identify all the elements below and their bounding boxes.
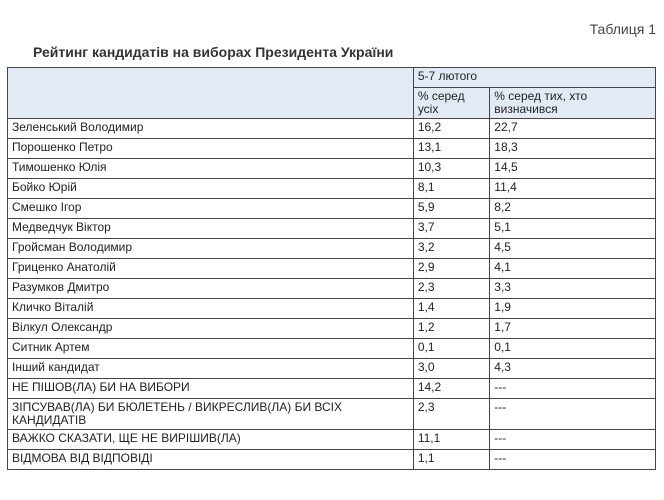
percent-all-cell: 2,9 xyxy=(413,259,489,279)
table-row xyxy=(8,279,656,299)
table-row xyxy=(8,359,656,379)
percent-all-cell: 2,3 xyxy=(413,279,489,299)
table-row xyxy=(8,299,656,319)
percent-all-cell: 3,2 xyxy=(413,239,489,259)
percent-all-cell: 1,4 xyxy=(413,299,489,319)
candidate-name-cell: Смешко Ігор xyxy=(8,199,414,219)
header-col-decided: % серед тих, хто визначився xyxy=(490,88,656,119)
percent-decided-cell: 4,3 xyxy=(490,359,656,379)
percent-all-cell: 1,2 xyxy=(413,319,489,339)
percent-all-cell: 11,1 xyxy=(413,430,489,450)
percent-decided-cell: 11,4 xyxy=(490,179,656,199)
percent-decided-cell: --- xyxy=(490,399,656,430)
candidate-name-cell: Медведчук Віктор xyxy=(8,219,414,239)
percent-decided-cell: 0,1 xyxy=(490,339,656,359)
percent-decided-cell: --- xyxy=(490,379,656,399)
table-row xyxy=(8,399,656,430)
percent-all-cell: 3,0 xyxy=(413,359,489,379)
table-row xyxy=(8,179,656,199)
percent-all-cell: 2,3 xyxy=(413,399,489,430)
percent-all-cell: 8,1 xyxy=(413,179,489,199)
table-number: Таблиця 1 xyxy=(589,21,656,37)
table-row xyxy=(8,430,656,450)
candidate-name-cell: Бойко Юрій xyxy=(8,179,414,199)
percent-all-cell: 14,2 xyxy=(413,379,489,399)
header-col-all: % серед усіх xyxy=(413,88,489,119)
candidate-name-cell: Разумков Дмитро xyxy=(8,279,414,299)
candidate-name-cell: Зеленський Володимир xyxy=(8,119,414,139)
percent-all-cell: 16,2 xyxy=(413,119,489,139)
candidate-name-cell: Вілкул Олександр xyxy=(8,319,414,339)
percent-decided-cell: 14,5 xyxy=(490,159,656,179)
header-empty-cell xyxy=(8,68,414,119)
table-row xyxy=(8,239,656,259)
percent-decided-cell: 4,5 xyxy=(490,239,656,259)
percent-all-cell: 3,7 xyxy=(413,219,489,239)
candidate-name-cell: Порошенко Петро xyxy=(8,139,414,159)
candidate-name-cell: Інший кандидат xyxy=(8,359,414,379)
table-row xyxy=(8,450,656,470)
candidate-name-cell: Кличко Віталій xyxy=(8,299,414,319)
candidate-name-cell: Тимошенко Юлія xyxy=(8,159,414,179)
rating-table xyxy=(7,67,656,470)
table-row xyxy=(8,199,656,219)
percent-decided-cell: 18,3 xyxy=(490,139,656,159)
percent-decided-cell: 3,3 xyxy=(490,279,656,299)
percent-decided-cell: 4,1 xyxy=(490,259,656,279)
candidate-name-cell: ЗІПСУВАВ(ЛА) БИ БЮЛЕТЕНЬ / ВИКРЕСЛИВ(ЛА) БИ ВСІХ КАНДИДАТІВ xyxy=(8,399,414,430)
percent-decided-cell: 5,1 xyxy=(490,219,656,239)
table-row xyxy=(8,319,656,339)
table-row xyxy=(8,219,656,239)
percent-decided-cell: 1,7 xyxy=(490,319,656,339)
percent-all-cell: 5,9 xyxy=(413,199,489,219)
header-period: 5-7 лютого xyxy=(413,68,655,88)
candidate-name-cell: Ситник Артем xyxy=(8,339,414,359)
percent-decided-cell: --- xyxy=(490,450,656,470)
candidate-name-cell: Гриценко Анатолій xyxy=(8,259,414,279)
percent-all-cell: 13,1 xyxy=(413,139,489,159)
candidate-name-cell: НЕ ПІШОВ(ЛА) БИ НА ВИБОРИ xyxy=(8,379,414,399)
percent-decided-cell: --- xyxy=(490,430,656,450)
table-row xyxy=(8,259,656,279)
candidate-name-cell: ВІДМОВА ВІД ВІДПОВІДІ xyxy=(8,450,414,470)
table-row xyxy=(8,159,656,179)
percent-all-cell: 0,1 xyxy=(413,339,489,359)
table-row xyxy=(8,339,656,359)
percent-decided-cell: 22,7 xyxy=(490,119,656,139)
table-row xyxy=(8,379,656,399)
table-row xyxy=(8,119,656,139)
candidate-name-cell: Гройсман Володимир xyxy=(8,239,414,259)
percent-decided-cell: 8,2 xyxy=(490,199,656,219)
percent-decided-cell: 1,9 xyxy=(490,299,656,319)
table-title: Рейтинг кандидатів на виборах Президента України xyxy=(33,44,394,60)
percent-all-cell: 10,3 xyxy=(413,159,489,179)
candidate-name-cell: ВАЖКО СКАЗАТИ, ЩЕ НЕ ВИРІШИВ(ЛА) xyxy=(8,430,414,450)
header-row-period xyxy=(8,68,656,88)
table-row xyxy=(8,139,656,159)
percent-all-cell: 1,1 xyxy=(413,450,489,470)
